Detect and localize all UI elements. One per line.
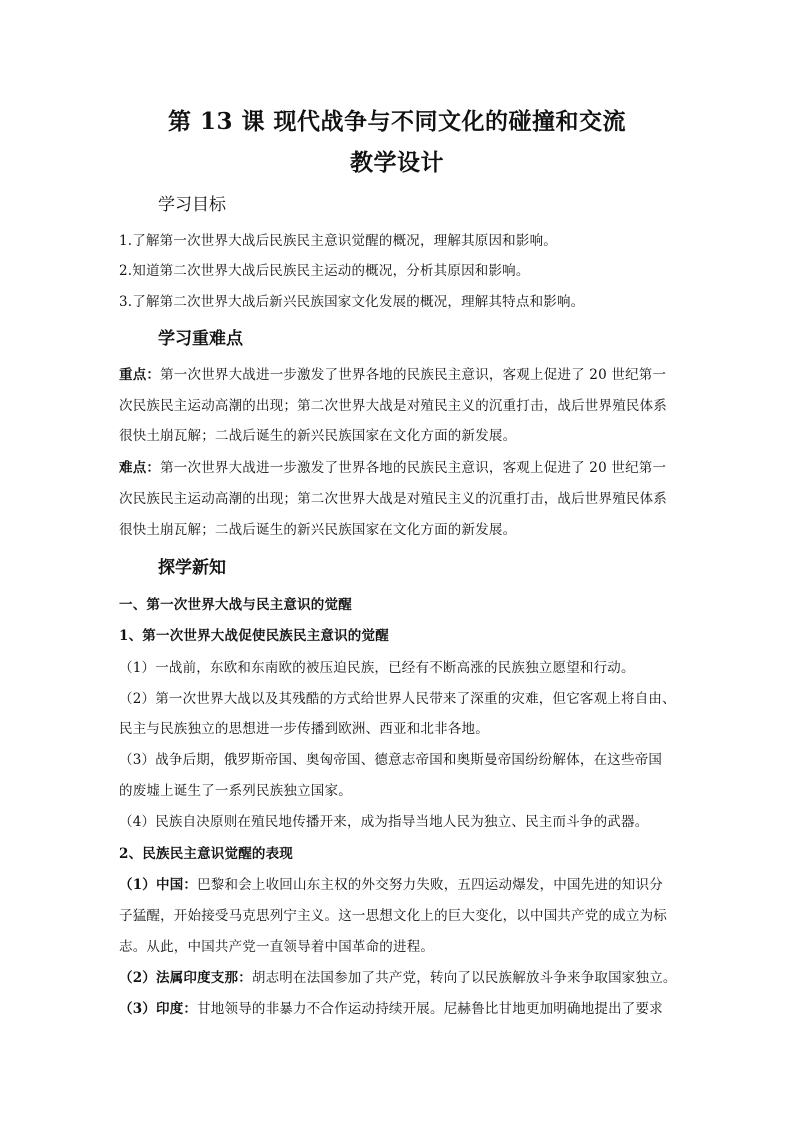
india-label: （3）印度： <box>119 1001 198 1017</box>
china-label: （1）中国： <box>119 877 198 893</box>
objective-item: 2.知道第二次世界大战后民族民主运动的概况，分析其原因和影响。 <box>119 263 530 279</box>
india-text: 甘地领导的非暴力不合作运动持续开展。尼赫鲁比甘地更加明确地提出了要求 <box>197 1001 663 1017</box>
hard-point-line: 次民族民主运动高潮的出现；第二次世界大战是对殖民主义的沉重打击，战后世界殖民体系 <box>119 491 667 507</box>
difficulties-heading: 学习重难点 <box>158 329 243 349</box>
objective-item: 3.了解第二次世界大战后新兴民族国家文化发展的概况，理解其特点和影响。 <box>119 294 585 310</box>
china-line <box>119 873 663 893</box>
key-point-line: 很快土崩瓦解；二战后诞生的新兴民族国家在文化方面的新发展。 <box>119 428 517 444</box>
body-line: （4）民族自决原则在殖民地传播开来，成为指导当地人民为独立、民主而斗争的武器。 <box>119 814 649 830</box>
china-line: 子猛醒，开始接受马克思列宁主义。这一思想文化上的巨大变化，以中国共产党的成立为标 <box>119 908 667 924</box>
china-text: 巴黎和会上收回山东主权的外交努力失败，五四运动爆发，中国先进的知识分 <box>197 877 663 893</box>
key-point-line: 次民族民主运动高潮的出现；第二次世界大战是对殖民主义的沉重打击，战后世界殖民体系 <box>119 398 667 414</box>
body-line: 民主与民族独立的思想进一步传播到欧洲、西亚和北非各地。 <box>119 721 489 737</box>
hard-point-line <box>119 456 666 476</box>
indochina-label: （2）法属印度支那： <box>119 970 252 986</box>
section-heading: 一、第一次世界大战与民主意识的觉醒 <box>119 597 352 613</box>
china-line: 志。从此，中国共产党一直领导着中国革命的进程。 <box>119 939 435 955</box>
key-point-label: 重点： <box>119 367 161 383</box>
india-line <box>119 997 663 1017</box>
indochina-text: 胡志明在法国参加了共产党，转向了以民族解放斗争来争取国家独立。 <box>251 970 677 986</box>
objective-item: 1.了解第一次世界大战后民族民主意识觉醒的概况，理解其原因和影响。 <box>119 233 557 249</box>
hard-point-line: 很快土崩瓦解；二战后诞生的新兴民族国家在文化方面的新发展。 <box>119 522 517 538</box>
body-line: 的废墟上诞生了一系列民族独立国家。 <box>119 783 352 799</box>
lesson-subtitle: 教学设计 <box>350 149 444 176</box>
objectives-heading: 学习目标 <box>158 195 226 215</box>
subsection-heading: 2、民族民主意识觉醒的表现 <box>119 846 293 862</box>
explore-heading: 探学新知 <box>158 558 226 578</box>
body-line: （2）第一次世界大战以及其残酷的方式给世界人民带来了深重的灾难，但它客观上将自由、 <box>119 691 676 707</box>
subsection-heading: 1、第一次世界大战促使民族民主意识的觉醒 <box>119 628 389 644</box>
lesson-title: 第 13 课 现代战争与不同文化的碰撞和交流 <box>167 108 627 135</box>
indochina-line <box>119 966 677 986</box>
key-point-line <box>119 363 666 383</box>
hard-point-text: 第一次世界大战进一步激发了世界各地的民族民主意识，客观上促进了 20 世纪第一 <box>160 460 667 476</box>
body-line: （1）一战前，东欧和东南欧的被压迫民族，已经有不断高涨的民族独立愿望和行动。 <box>119 660 635 676</box>
body-line: （3）战争后期，俄罗斯帝国、奥匈帝国、德意志帝国和奥斯曼帝国纷纷解体，在这些帝国 <box>119 752 663 768</box>
hard-point-label: 难点： <box>119 460 161 476</box>
key-point-text: 第一次世界大战进一步激发了世界各地的民族民主意识，客观上促进了 20 世纪第一 <box>160 367 667 383</box>
